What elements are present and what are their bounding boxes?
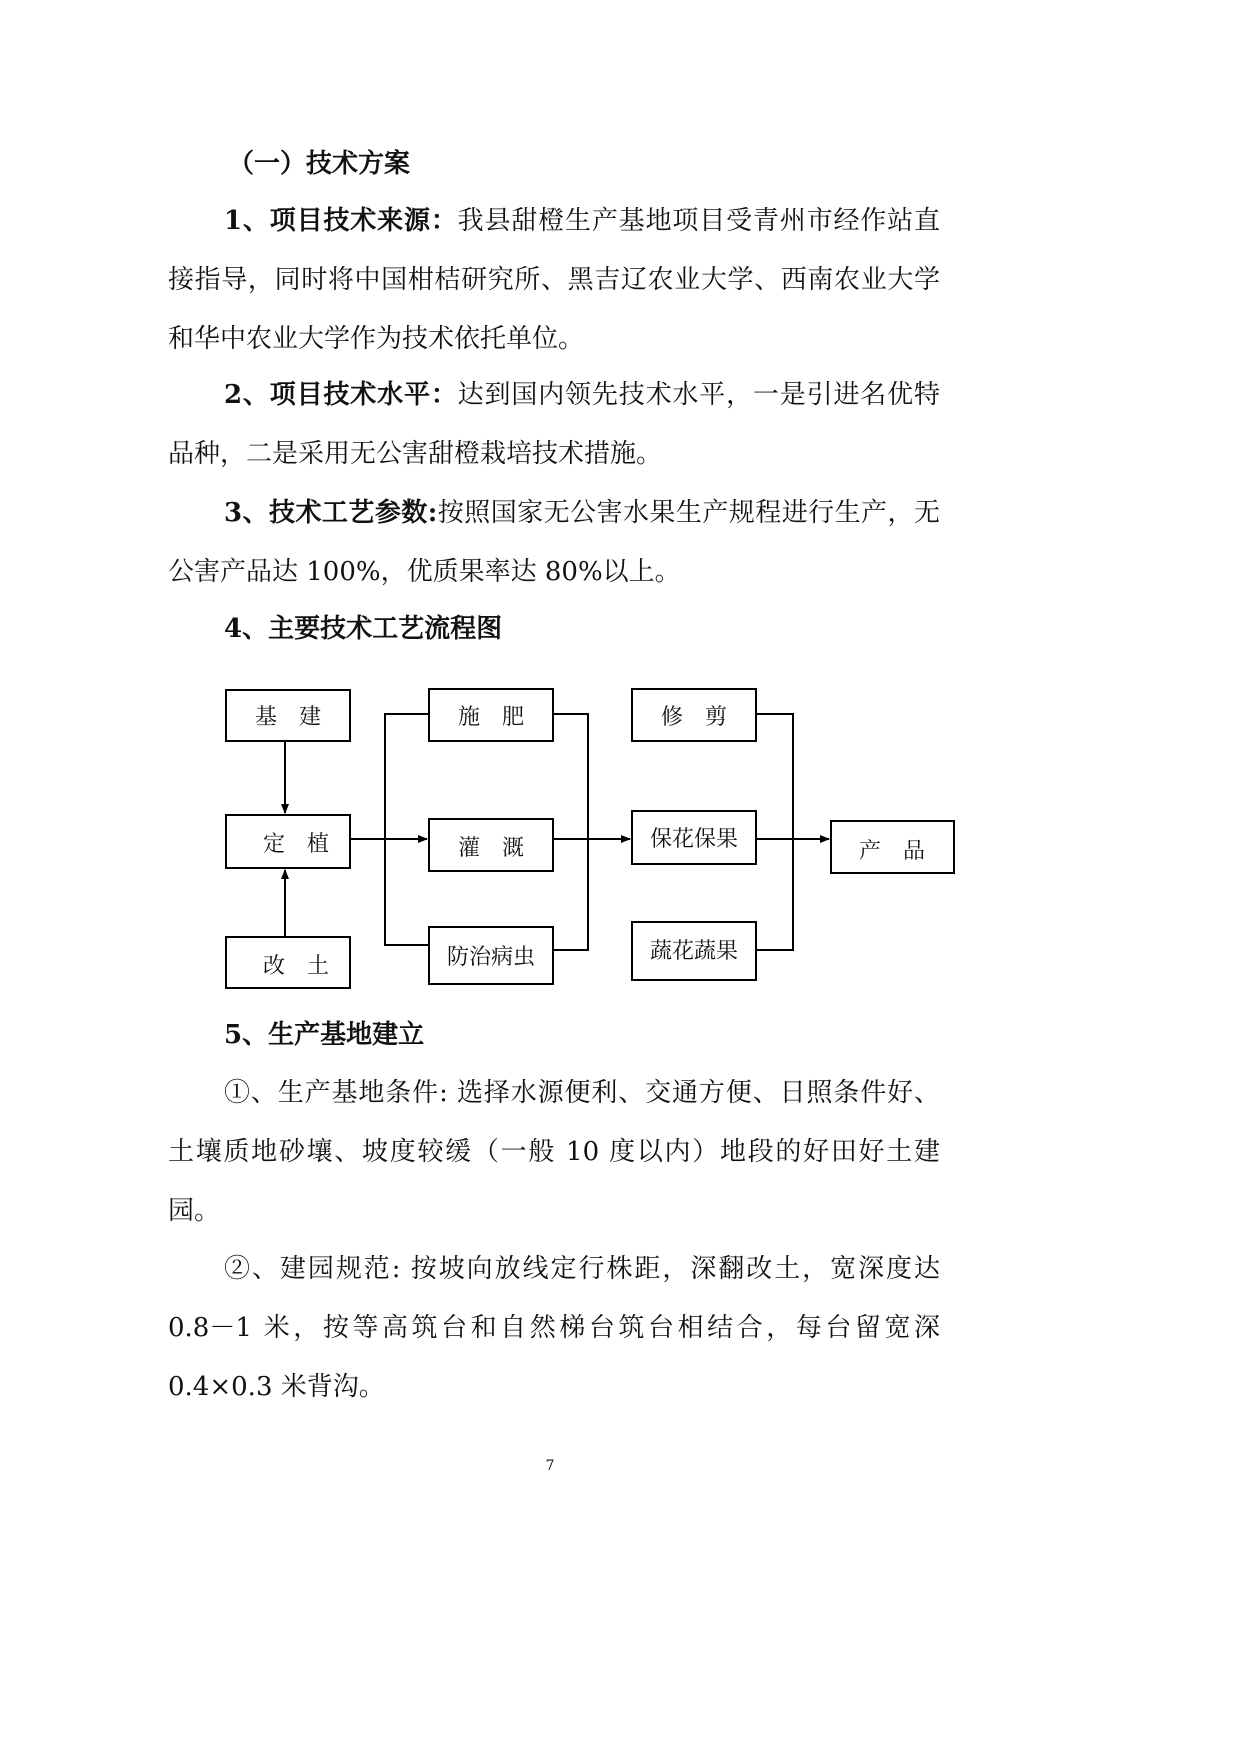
label-shifei: 施 肥 — [457, 705, 525, 730]
label-guangai: 灌 溉 — [457, 836, 525, 861]
label-dingzhi: 定 植 — [262, 832, 330, 857]
box-jijian — [226, 690, 350, 741]
box-fangzhi — [429, 927, 553, 984]
item2-label: 2、项目技术水平： — [224, 380, 458, 410]
label-gaitu: 改 土 — [262, 954, 330, 979]
item3-label: 3、技术工艺参数: — [224, 498, 438, 528]
sub2-label: ②、建园规范: — [224, 1254, 401, 1284]
page-number: 7 — [545, 1458, 555, 1474]
label-jijian: 基 建 — [254, 705, 322, 730]
paragraph-tech-source — [168, 192, 940, 369]
base-heading: 5、生产基地建立 — [224, 1020, 425, 1050]
box-gaitu — [226, 937, 350, 988]
sub1-label: ①、生产基地条件: — [224, 1078, 448, 1108]
label-baohua: 保花保果 — [649, 827, 739, 852]
bracket-left-group1 — [385, 714, 429, 945]
item2-text: 达到国内领先技术水平，一是引进名优特品种，二是采用无公害甜橙栽培技术措施。 — [168, 380, 940, 469]
sub1-text: 选择水源便利、交通方便、日照条件好、土壤质地砂壤、坡度较缓（一般 10 度以内）地段的好田好土建园。 — [168, 1078, 940, 1226]
paragraph-orchard-standard — [168, 1240, 940, 1417]
label-chanpin: 产 品 — [858, 839, 926, 864]
box-baohua — [632, 811, 756, 864]
item1-text: 我县甜橙生产基地项目受青州市经作站直接指导，同时将中国柑桔研究所、黑吉辽农业大学、西南农业大学和华中农业大学作为技术依托单位。 — [168, 206, 940, 354]
box-shuhua — [632, 922, 756, 980]
item1-label: 1、项目技术来源： — [224, 206, 458, 236]
label-fangzhi: 防治病虫 — [446, 945, 536, 970]
bracket-right-group1 — [553, 714, 588, 950]
paragraph-base-conditions — [168, 1064, 940, 1241]
paragraph-tech-params — [168, 484, 940, 602]
box-chanpin — [831, 821, 954, 873]
box-guangai — [429, 819, 553, 871]
paragraph-tech-level — [168, 366, 940, 484]
box-shifei — [429, 689, 553, 741]
label-shuhua: 蔬花蔬果 — [649, 939, 739, 964]
label-xiujian: 修 剪 — [660, 705, 728, 730]
sub2-text: 按坡向放线定行株距，深翻改土，宽深度达 0.8－1 米，按等高筑台和自然梯台筑台相结合，每台留宽深 0.4×0.3 米背沟。 — [168, 1254, 940, 1402]
box-dingzhi — [226, 815, 350, 868]
section-heading: （一）技术方案 — [228, 149, 411, 179]
box-xiujian — [632, 689, 756, 741]
item3-text: 按照国家无公害水果生产规程进行生产，无公害产品达 100%，优质果率达 80%以上。 — [168, 498, 940, 587]
bracket-right-group2 — [756, 714, 793, 950]
flowchart-heading: 4、主要技术工艺流程图 — [224, 614, 503, 644]
